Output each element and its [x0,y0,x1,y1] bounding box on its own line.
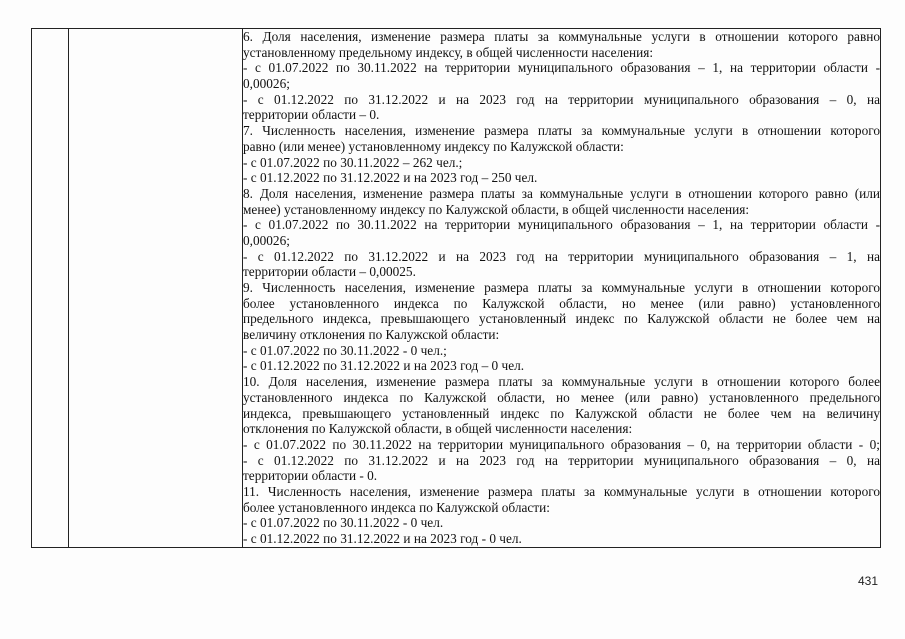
text-line: территории области – 0. [243,107,380,123]
text-line: 7. Численность населения, изменение размера платы за коммунальные услуги в отношении которого [243,123,880,139]
text-line: - с 01.07.2022 по 30.11.2022 – 262 чел.; [243,154,463,170]
text-line: индекса, превышающего установленный индекс по Калужской области не более чем на величину [243,405,880,421]
text-line: - с 01.12.2022 по 31.12.2022 и на 2023 год - 0 чел. [243,531,522,546]
text-line: 9. Численность населения, изменение размера платы за коммунальные услуги в отношении которого [243,280,880,295]
text-line: 6. Доля населения, изменение размера платы за коммунальные услуги в отношении которого равно [243,29,880,44]
text-line: предельного индекса, превышающего установленный индекс по Калужской области не более чем на [243,311,880,327]
table-cell-name [69,29,243,548]
text-line: 10. Доля населения, изменение размера платы за коммунальные услуги в отношении которого более [243,374,880,390]
text-line: - с 01.07.2022 по 30.11.2022 - 0 чел.; [243,342,447,358]
text-line: равно (или менее) установленному индексу по Калужской области: [243,138,624,154]
text-line: - с 01.12.2022 по 31.12.2022 и на 2023 год на территории муниципального образования – 0, на [243,452,880,468]
text-line: 0,00026; [243,76,290,92]
text-line: - с 01.12.2022 по 31.12.2022 и на 2023 год на территории муниципального образования – 0, на [243,91,880,107]
table-cell-content [243,29,881,548]
content-text-block [243,29,880,547]
table-cell-number [32,29,69,548]
text-line: величину отклонения по Калужской области: [243,327,500,343]
text-line: 11. Численность населения, изменение размера платы за коммунальные услуги в отношении которого [243,483,880,499]
text-line: территории области - 0. [243,468,378,484]
text-line: отклонения по Калужской области, в общей численности населения: [243,421,633,437]
text-line: 0,00026; [243,232,290,248]
text-line: - с 01.07.2022 по 30.11.2022 на территории муниципального образования – 0, на территории области - 0; [243,436,880,452]
text-line: - с 01.12.2022 по 31.12.2022 и на 2023 год на территории муниципального образования – 1, на [243,248,880,264]
text-line: 8. Доля населения, изменение размера платы за коммунальные услуги в отношении которого равно (или [243,185,880,201]
text-line: - с 01.07.2022 по 30.11.2022 на территории муниципального образования – 1, на территории области - [243,217,880,233]
text-line: установленного индекса по Калужской области, но менее (или равно) установленного предельного [243,389,880,405]
text-line: более установленного индекса по Калужской области, но менее (или равно) установленного [243,295,880,311]
text-line: более установленного индекса по Калужской области: [243,499,550,515]
text-line: - с 01.07.2022 по 30.11.2022 на территории муниципального образования – 1, на территории области - [243,60,880,76]
text-line: - с 01.12.2022 по 31.12.2022 и на 2023 год – 250 чел. [243,170,538,186]
text-line: - с 01.07.2022 по 30.11.2022 - 0 чел. [243,515,444,531]
text-line: установленному предельному индексу, в общей численности населения: [243,44,654,60]
page-number: 431 [857,574,878,588]
text-line: - с 01.12.2022 по 31.12.2022 и на 2023 год – 0 чел. [243,358,525,374]
document-table [31,28,881,548]
text-line: территории области – 0,00025. [243,264,416,280]
table-row [32,29,881,548]
text-line: менее) установленному индексу по Калужской области, в общей численности населения: [243,201,750,217]
